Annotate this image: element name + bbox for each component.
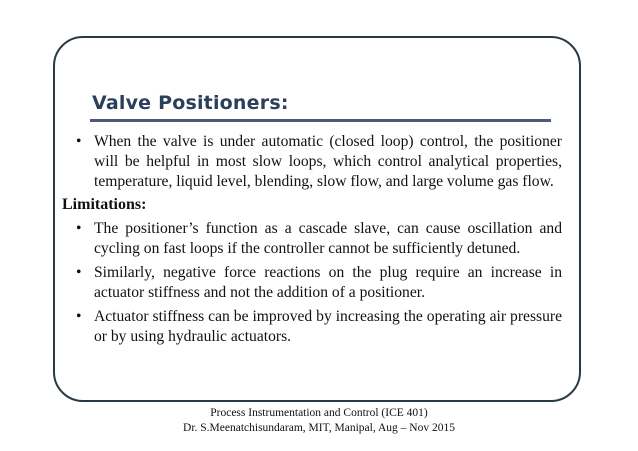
bullet-text: When the valve is under automatic (closed loop) control, the positioner will be helpful in most slow loops, which control analytical properties, temperature, liquid level, blending, slow flow, and large volume gas flow.	[94, 133, 562, 190]
footer-course: Process Instrumentation and Control (ICE 401)	[210, 407, 428, 419]
bullet-item	[76, 132, 562, 192]
bullet-icon: •	[76, 220, 82, 237]
bullet-item	[76, 263, 562, 303]
slide-footer	[0, 406, 638, 436]
footer-author: Dr. S.Meenatchisundaram, MIT, Manipal, Aug – Nov 2015	[183, 422, 455, 434]
slide-content	[62, 132, 562, 351]
bullet-item	[76, 219, 562, 259]
bullet-icon: •	[76, 133, 82, 150]
bullet-icon: •	[76, 308, 82, 325]
title-underline	[90, 119, 551, 122]
bullet-text: Similarly, negative force reactions on the plug require an increase in actuator stiffness and not the addition of a positioner.	[94, 264, 562, 301]
slide-title: Valve Positioners:	[92, 92, 289, 114]
bullet-text: The positioner’s function as a cascade slave, can cause oscillation and cycling on fast loops if the controller cannot be sufficiently detuned.	[94, 220, 562, 257]
bullet-icon: •	[76, 264, 82, 281]
bullet-item	[76, 307, 562, 347]
limitations-heading: Limitations:	[62, 196, 147, 213]
bullet-text: Actuator stiffness can be improved by increasing the operating air pressure or by using hydraulic actuators.	[94, 308, 562, 345]
